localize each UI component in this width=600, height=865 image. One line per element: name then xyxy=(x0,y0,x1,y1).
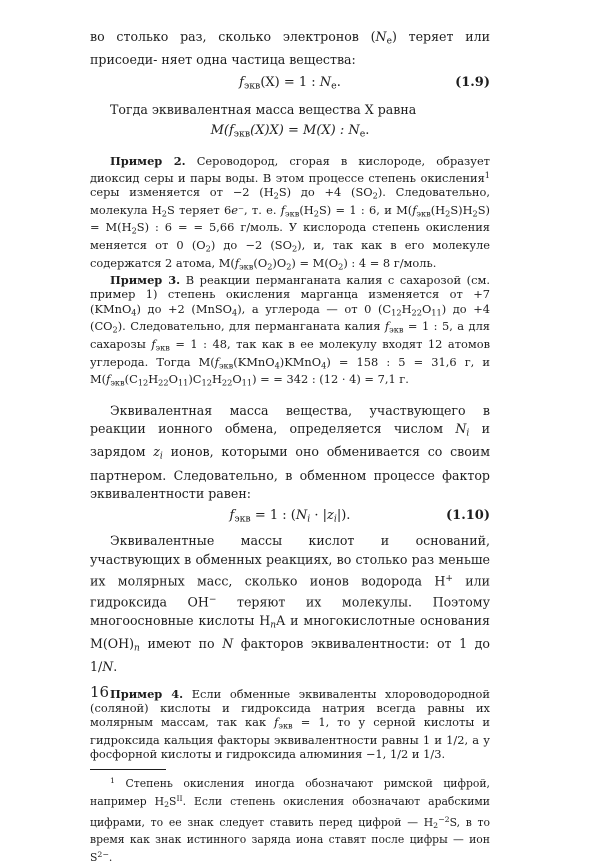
intro-paragraph: во столько раз, сколько электронов $(N_e)$ теряет или присоеди- няет одна частица вещества: xyxy=(90,29,490,68)
footnote: $^1$ Степень окисления иногда обозначают римской цифрой, например $H_2S^{II}$. Если степень окисления обозначают арабскими цифрами, то ее знак следует ставить перед цифрой — $H_2^{-2}S$, в то время как знак истинного заряда иона ставят после цифры — ион $S^{2-}$. xyxy=(90,776,491,864)
page-number: 16 xyxy=(90,683,110,701)
example-2: Пример 2. Сероводород, сгорая в кислороде, образует диоксид серы и пары воды. В этом процессе степень окисления$^1$ серы изменяется от −2 $(H_2S)$ до +4 $(SO_2)$. Следовательно, молекула $H_2S$ теряет 6e⁻, т. е. $f_{экв}(H_2S) = 1$ : 6, и $M(f_{экв}(H_2S)H_2S) = M(H_2S)$ : 6 = = 5,66 г/моль. У кислорода степень окисления меняется от 0 $(O_2)$ до −2 $(SO_2)$, и, так как в его молекуле содержатся 2 атома, $M(f_{экв}(O_2)O_2) = M(O_2)$ : 4 = 8 г/моль. xyxy=(90,153,491,271)
acids-bases-paragraph: Эквивалентные массы кислот и оснований, участвующих в обменных реакциях, во столько раз меньше их молярных масс, сколько ионов водорода H+ или гидроксида OH− теряют их молекулы. Поэтому многоосновные кислоты $H_nA$ и многокислотные основания $M(OH)_n$ имеют по N факторов эквивалентности: от 1 до 1/N. xyxy=(90,533,491,675)
example-3: Пример 3. В реакции перманганата калия с сахарозой (см. пример 1) степень окисления марганца изменяется от +7 (KMnO$_4$) до +2 (MnSO$_4$), а углерода — от 0 $(C_{12}H_{22}O_{11})$ до +4 $(CO_2)$. Следовательно, для перманганата калия $f_{экв} = 1$ : 5, а для сахарозы $f_{экв} = 1$ : 48, так как в ее молекулу входят 12 атомов углерода. Тогда $M(f_{экв}(KMnO_4)KMnO_4) = 158$ : 5 = 31,6 г, и $M(f_{экв}(C_{12}H_{22}O_{11})C_{12}H_{22}O_{11})$ = = 342 : (12 · 4) = 7,1 г. xyxy=(90,273,490,388)
mass-intro: Тогда эквивалентная масса вещества X равна xyxy=(110,102,417,118)
equation-number: (1.10) xyxy=(446,507,490,523)
ion-exchange-paragraph: Эквивалентная масса вещества, участвующего в реакции ионного обмена, определяется числом $N_i$ и зарядом $z_i$ ионов, которыми оно обменивается со своим партнером. Следовательно, в обменном процессе фактор эквивалентности равен: xyxy=(90,402,490,502)
equation-1-10: $f_{экв} = 1$ : $(N_i \cdot |z_i|)$. (1.10) xyxy=(229,507,490,525)
equivalent-mass-equation: $M(f_{экв}(X)X) = M(X)$ : $N_e$. xyxy=(210,122,370,140)
footnote-divider xyxy=(90,769,166,770)
example-4: Пример 4. Если обменные эквиваленты хлороводородной (соляной) кислоты и гидроксида натрия всегда равны их молярным массам, так как $f_{экв} = 1$, то у серной кислоты и гидроксида кальция факторы эквивалентности равны 1 и 1/2, а у фосфорной кислоты и гидроксида алюминия −1, 1/2 и 1/3. xyxy=(90,686,490,762)
equation-1-9: $f_{экв}(X) = 1$ : $N_e$. (1.9) xyxy=(239,74,490,92)
equation-number: (1.9) xyxy=(455,74,490,90)
page-content xyxy=(90,28,490,865)
